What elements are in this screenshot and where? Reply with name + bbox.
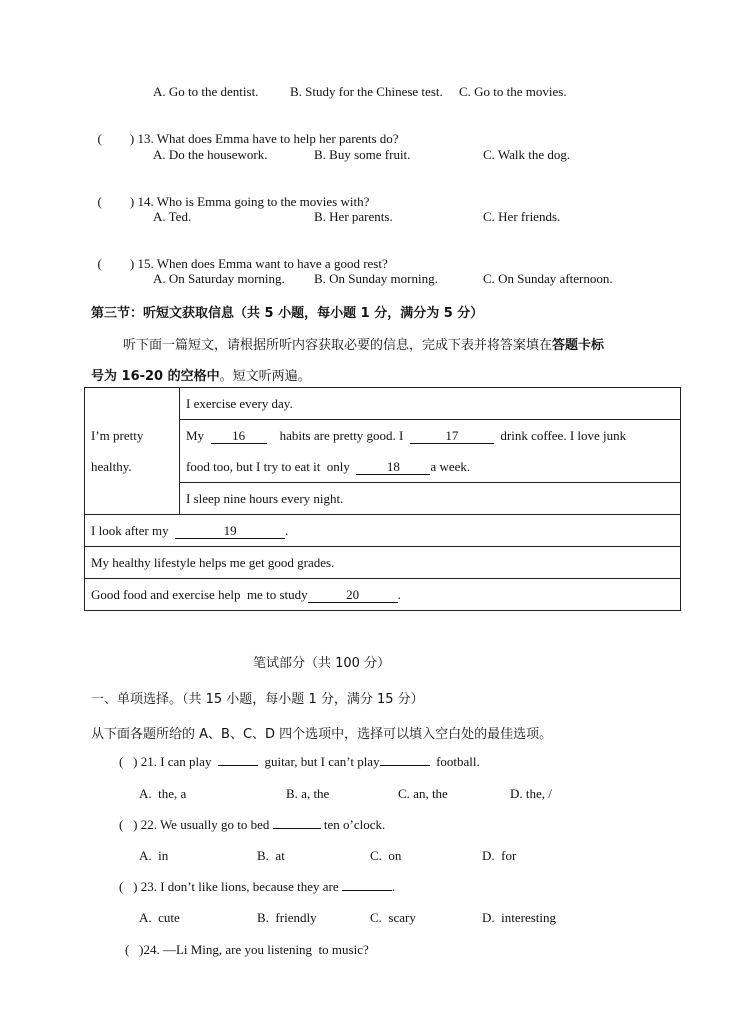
q22-option-c: C. on <box>370 848 402 863</box>
question-21 <box>119 754 480 770</box>
q23-option-c: C. scary <box>370 910 416 925</box>
q22-blank <box>273 828 321 829</box>
q22-option-b: B. at <box>257 848 285 863</box>
q12-option-b: B. Study for the Chinese test. <box>290 84 443 99</box>
paren-close: ) <box>133 817 138 832</box>
paren-open: ( <box>119 817 124 832</box>
section-3-title: 第三节：听短文获取信息（共 5 小题，每小题 1 分，满分为 5 分） <box>91 306 484 321</box>
written-part-title: 笔试部分（共 100 分） <box>253 656 391 671</box>
q13-option-b: B. Buy some fruit. <box>314 147 411 162</box>
question-14-text: 14. Who is Emma going to the movies with? <box>137 194 370 209</box>
q23-option-b: B. friendly <box>257 910 317 925</box>
q14-option-b: B. Her parents. <box>314 209 393 224</box>
question-22 <box>119 817 385 833</box>
q23-option-a: A. cute <box>139 910 180 925</box>
row2-text: My <box>186 428 205 443</box>
row4-text: . <box>285 522 289 538</box>
paren-open: ( <box>125 942 130 957</box>
part-1-instruction: 从下面各题所给的 A、B、C、D 四个选项中，选择可以填入空白处的最佳选项。 <box>91 727 553 742</box>
q23-text: 23. I don’t like lions, because they are <box>140 879 339 894</box>
part-1-title: 一、单项选择。（共 15 小题，每小题 1 分，满分 15 分） <box>91 692 424 707</box>
q21-option-c: C. an, the <box>398 786 448 801</box>
table-row-3: I sleep nine hours every night. <box>180 483 681 515</box>
instruction-bold: 号为 16-20 的空格中 <box>91 369 220 384</box>
q21-text: football. <box>436 754 480 769</box>
q22-option-d: D. for <box>482 848 517 863</box>
table-row-5: My healthy lifestyle helps me get good grades. <box>85 547 681 579</box>
q15-option-a: A. On Saturday morning. <box>153 271 285 286</box>
left-label-line2: healthy. <box>91 459 132 474</box>
row2-text: food too, but I try to eat it only <box>186 459 350 474</box>
q14-option-a: A. Ted. <box>153 209 192 224</box>
question-15 <box>91 240 388 272</box>
q22-option-a: A. in <box>139 848 169 863</box>
q21-blank-2 <box>380 765 430 766</box>
q22-text: ten o’clock. <box>323 817 386 832</box>
instruction-text: 。短文听两遍。 <box>219 369 311 384</box>
row2-text: habits are pretty good. I <box>279 428 404 443</box>
q13-option-c: C. Walk the dog. <box>483 147 571 162</box>
blank-16: 16 <box>211 429 267 444</box>
table-row-6 <box>85 579 681 611</box>
instruction-bold: 答题卡标 <box>552 338 605 353</box>
paren-open: ( <box>119 754 124 769</box>
q12-option-a: A. Go to the dentist. <box>153 84 259 99</box>
paren-close: ) <box>133 754 138 769</box>
paren-open: ( <box>97 131 102 146</box>
table-row-1: I exercise every day. <box>180 388 681 420</box>
info-table <box>84 387 681 611</box>
row2-text: drink coffee. I love junk <box>500 428 627 443</box>
paren-open: ( <box>97 256 102 271</box>
paren-open: ( <box>119 879 124 894</box>
q14-option-c: C. Her friends. <box>483 209 561 224</box>
blank-19: 19 <box>175 524 285 539</box>
paren-close: ) <box>129 131 135 146</box>
section-3-instruction-line2 <box>91 365 311 384</box>
instruction-text: 听下面一篇短文，请根据所听内容获取必要的信息，完成下表并将答案填在 <box>123 338 553 353</box>
q13-option-a: A. Do the housework. <box>153 147 268 162</box>
question-13 <box>91 115 399 147</box>
q15-option-c: C. On Sunday afternoon. <box>483 271 613 286</box>
section-3-instruction-line1 <box>123 334 604 353</box>
q21-text: guitar, but I can’t play <box>264 754 380 769</box>
row6-text: Good food and exercise help me to study <box>91 586 308 602</box>
row6-text: . <box>397 586 401 602</box>
row4-text: I look after my <box>91 522 169 538</box>
q15-option-b: B. On Sunday morning. <box>314 271 438 286</box>
blank-17: 17 <box>410 429 494 444</box>
paren-close: ) <box>133 879 138 894</box>
left-label-line1: I’m pretty <box>91 428 144 443</box>
question-24 <box>125 942 369 958</box>
q21-blank-1 <box>218 765 258 766</box>
q21-option-a: A. the, a <box>139 786 187 801</box>
q12-option-c: C. Go to the movies. <box>459 84 567 99</box>
question-23 <box>119 879 395 895</box>
q23-text: . <box>391 879 396 894</box>
q21-option-d: D. the, / <box>510 786 552 801</box>
q23-blank <box>342 890 392 891</box>
table-row-4 <box>85 515 681 547</box>
paren-open: ( <box>97 194 102 209</box>
paren-close: ) <box>129 256 135 271</box>
table-left-label <box>85 388 180 515</box>
blank-18: 18 <box>356 460 430 475</box>
q22-text: 22. We usually go to bed <box>140 817 270 832</box>
table-row-2 <box>180 420 681 483</box>
question-15-text: 15. When does Emma want to have a good rest? <box>137 256 388 271</box>
q23-option-d: D. interesting <box>482 910 557 925</box>
q21-option-b: B. a, the <box>286 786 330 801</box>
paren-close: ) <box>129 194 135 209</box>
q24-text: 24. —Li Ming, are you listening to music? <box>143 942 369 957</box>
q21-text: 21. I can play <box>140 754 212 769</box>
question-13-text: 13. What does Emma have to help her parents do? <box>137 131 399 146</box>
question-14 <box>91 178 369 210</box>
paren-close: ) <box>139 942 144 957</box>
row2-text: a week. <box>430 459 471 474</box>
blank-20: 20 <box>308 588 398 603</box>
